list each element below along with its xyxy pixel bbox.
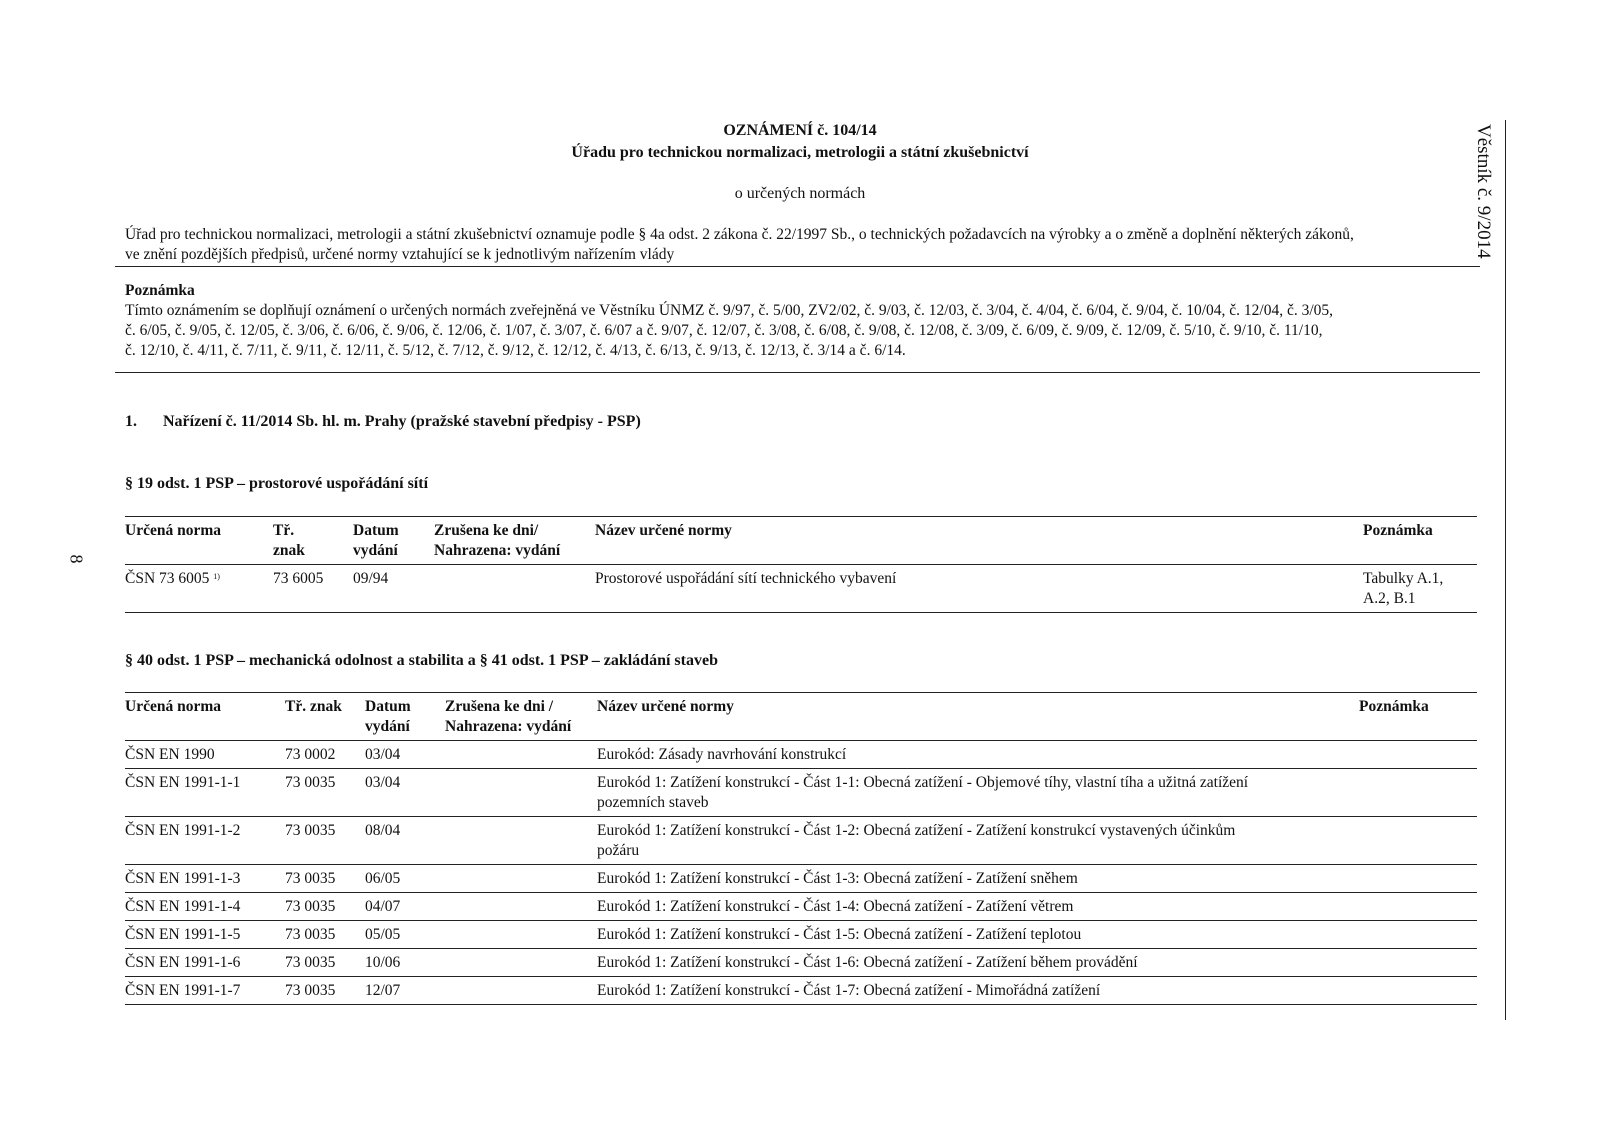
col-header-datum: Datum vydání (353, 522, 399, 559)
table-row (125, 741, 1477, 769)
section-heading (125, 412, 641, 432)
cell-zrusena (445, 949, 597, 977)
section-title: Nařízení č. 11/2014 Sb. hl. m. Prahy (pražské stavební předpisy - PSP) (163, 413, 641, 430)
cell-norma: ČSN EN 1991-1-6 (125, 954, 241, 971)
note-line: Tímto oznámením se doplňují oznámení o určených normách zveřejněná ve Věstníku ÚNMZ č. 9/97, č. 5/00, ZV2/02, č. 9/03, č. 12/03, č. 3/04, č. 4/04, č. 6/04, č. 9/04, č. 10/04, č. 12/04, č. 3/05, (125, 302, 1334, 319)
col-header-nazev: Název určené normy (595, 522, 732, 539)
note-heading: Poznámka (125, 282, 195, 299)
cell-nazev: Eurokód 1: Zatížení konstrukcí - Část 1-4: Obecná zatížení - Zatížení větrem (597, 898, 1074, 915)
cell-datum: 06/05 (365, 870, 401, 887)
page-number: 8 (66, 554, 87, 564)
col-header-poznamka: Poznámka (1359, 698, 1429, 715)
col-header-znak: Tř. znak (285, 698, 342, 715)
cell-poznamka (1359, 741, 1477, 769)
cell-nazev: Eurokód 1: Zatížení konstrukcí - Část 1-5: Obecná zatížení - Zatížení teplotou (597, 926, 1082, 943)
cell-znak: 73 0035 (285, 982, 336, 999)
cell-datum: 10/06 (365, 954, 401, 971)
cell-zrusena (445, 893, 597, 921)
col-header-zrusena: Zrušena ke dni/ Nahrazena: vydání (434, 522, 561, 559)
norms-table-1 (125, 516, 1477, 613)
table-row (125, 865, 1477, 893)
cell-znak: 73 0002 (285, 746, 336, 763)
cell-datum: 04/07 (365, 898, 401, 915)
cell-nazev: Prostorové uspořádání sítí technického vybavení (595, 570, 897, 587)
col-header-norma: Určená norma (125, 698, 221, 715)
table-row (125, 817, 1477, 865)
table-row (125, 921, 1477, 949)
cell-znak: 73 6005 (273, 570, 324, 587)
cell-zrusena (445, 921, 597, 949)
cell-norma: ČSN EN 1991-1-2 (125, 822, 241, 839)
table-row (125, 893, 1477, 921)
cell-znak: 73 0035 (285, 898, 336, 915)
cell-datum: 05/05 (365, 926, 401, 943)
divider (115, 372, 1480, 373)
cell-poznamka (1359, 949, 1477, 977)
cell-zrusena (445, 741, 597, 769)
table-header-row (125, 517, 1477, 565)
note-line: č. 6/05, č. 9/05, č. 12/05, č. 3/06, č. 6/06, č. 9/06, č. 12/06, č. 1/07, č. 3/07, č. 6/07 a č. 9/07, č. 12/07, č. 3/08, č. 6/08, č. 9/08, č. 12/08, č. 3/09, č. 6/09, č. 9/09, č. 12/09, č. 5/10, č. 9/10, č. 11/10, (125, 322, 1323, 339)
cell-norma: ČSN EN 1990 (125, 746, 215, 763)
paragraph-heading: § 40 odst. 1 PSP – mechanická odolnost a stabilita a § 41 odst. 1 PSP – zakládání staveb (125, 652, 718, 669)
note-text (125, 301, 1485, 361)
cell-znak: 73 0035 (285, 954, 336, 971)
cell-datum: 09/94 (353, 570, 389, 587)
cell-zrusena (445, 817, 597, 865)
divider (115, 266, 1480, 267)
cell-datum: 03/04 (365, 774, 401, 791)
cell-zrusena (434, 565, 595, 613)
note-line: č. 12/10, č. 4/11, č. 7/11, č. 9/11, č. 12/11, č. 5/12, č. 7/12, č. 9/12, č. 12/12, č. 4/13, č. 6/13, č. 9/13, č. 12/13, č. 3/14 a č. 6/14. (125, 342, 906, 359)
cell-poznamka: Tabulky A.1, A.2, B.1 (1363, 570, 1444, 607)
footnote-ref: 1) (213, 572, 220, 581)
intro-line: ve znění pozdějších předpisů, určené normy vztahující se k jednotlivým nařízením vlády (125, 246, 675, 263)
section-number: 1. (125, 413, 137, 430)
table-header-row (125, 693, 1477, 741)
cell-nazev: Eurokód 1: Zatížení konstrukcí - Část 1-1: Obecná zatížení - Objemové tíhy, vlastní tíha a užitná zatížení pozemních staveb (597, 774, 1249, 811)
cell-znak: 73 0035 (285, 926, 336, 943)
table-row (125, 949, 1477, 977)
notice-about: o určených normách (734, 185, 866, 202)
cell-znak: 73 0035 (285, 822, 336, 839)
cell-nazev: Eurokód 1: Zatížení konstrukcí - Část 1-2: Obecná zatížení - Zatížení konstrukcí vystavených účinkům požáru (597, 822, 1236, 859)
cell-poznamka (1359, 893, 1477, 921)
cell-norma: ČSN EN 1991-1-5 (125, 926, 241, 943)
norms-table-2 (125, 692, 1477, 1005)
cell-datum: 03/04 (365, 746, 401, 763)
intro-paragraph (125, 225, 1480, 265)
cell-nazev: Eurokód 1: Zatížení konstrukcí - Část 1-3: Obecná zatížení - Zatížení sněhem (597, 870, 1078, 887)
table-row (125, 565, 1477, 613)
cell-zrusena (445, 865, 597, 893)
side-rule (1505, 120, 1506, 1020)
cell-datum: 12/07 (365, 982, 401, 999)
cell-nazev: Eurokód 1: Zatížení konstrukcí - Část 1-6: Obecná zatížení - Zatížení během provádění (597, 954, 1138, 971)
cell-znak: 73 0035 (285, 870, 336, 887)
paragraph-heading: § 19 odst. 1 PSP – prostorové uspořádání sítí (125, 475, 429, 492)
cell-datum: 08/04 (365, 822, 401, 839)
notice-subtitle: Úřadu pro technickou normalizaci, metrologii a státní zkušebnictví (571, 144, 1029, 161)
col-header-zrusena: Zrušena ke dni / Nahrazena: vydání (445, 698, 572, 735)
table-row (125, 769, 1477, 817)
cell-norma: ČSN EN 1991-1-4 (125, 898, 241, 915)
cell-norma: ČSN EN 1991-1-3 (125, 870, 241, 887)
col-header-datum: Datum vydání (365, 698, 411, 735)
cell-znak: 73 0035 (285, 774, 336, 791)
col-header-znak: Tř. znak (273, 522, 305, 559)
cell-poznamka (1359, 865, 1477, 893)
cell-norma: ČSN EN 1991-1-7 (125, 982, 241, 999)
notice-title: OZNÁMENÍ č. 104/14 (723, 122, 877, 139)
journal-issue-label: Věstník č. 9/2014 (1473, 124, 1494, 259)
cell-poznamka (1359, 769, 1477, 817)
cell-poznamka (1359, 817, 1477, 865)
cell-zrusena (445, 769, 597, 817)
cell-norma: ČSN EN 1991-1-1 (125, 774, 241, 791)
cell-poznamka (1359, 921, 1477, 949)
table-row (125, 977, 1477, 1005)
cell-nazev: Eurokód 1: Zatížení konstrukcí - Část 1-7: Obecná zatížení - Mimořádná zatížení (597, 982, 1101, 999)
col-header-nazev: Název určené normy (597, 698, 734, 715)
cell-nazev: Eurokód: Zásady navrhování konstrukcí (597, 746, 847, 763)
cell-zrusena (445, 977, 597, 1005)
intro-line: Úřad pro technickou normalizaci, metrologii a státní zkušebnictví oznamuje podle § 4a odst. 2 zákona č. 22/1997 Sb., o technických požadavcích na výrobky a o změně a doplnění některých zákonů, (125, 226, 1354, 243)
cell-norma: ČSN 73 6005 $^{1)}$ (125, 570, 220, 587)
cell-poznamka (1359, 977, 1477, 1005)
col-header-norma: Určená norma (125, 522, 221, 539)
col-header-poznamka: Poznámka (1363, 522, 1433, 539)
